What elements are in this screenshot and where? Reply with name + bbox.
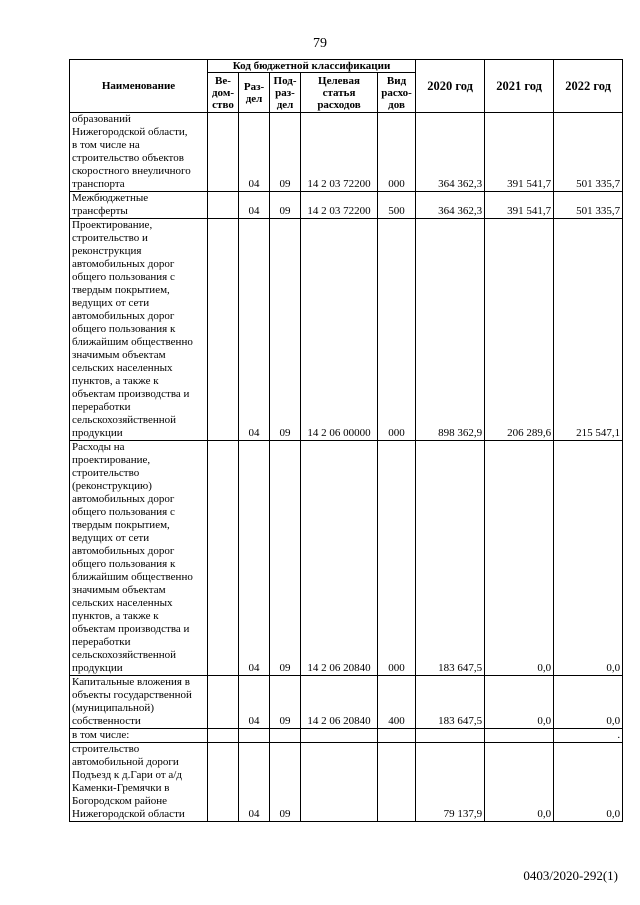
cell-vid: 500 [378, 192, 416, 219]
cell-target: 14 2 06 20840 [301, 441, 378, 676]
header-2022: 2022 год [554, 60, 623, 113]
cell-razdel [239, 729, 270, 743]
cell-podrazdel: 09 [270, 441, 301, 676]
header-podrazdel: Под- раз- дел [270, 73, 301, 113]
cell-target [301, 729, 378, 743]
cell-vid: 000 [378, 441, 416, 676]
table-row [70, 729, 623, 743]
cell-y2022: 501 335,7 [554, 113, 623, 192]
cell-podrazdel: 09 [270, 192, 301, 219]
cell-podrazdel [270, 729, 301, 743]
cell-name: Межбюджетные трансферты [70, 192, 208, 219]
cell-y2022: 0,0 [554, 441, 623, 676]
cell-podrazdel: 09 [270, 743, 301, 822]
header-razdel: Раз- дел [239, 73, 270, 113]
cell-y2020: 364 362,3 [416, 192, 485, 219]
cell-target [301, 743, 378, 822]
header-2021: 2021 год [485, 60, 554, 113]
budget-table [69, 59, 623, 822]
cell-y2022: 0,0 [554, 676, 623, 729]
cell-podrazdel: 09 [270, 113, 301, 192]
table-row [70, 219, 623, 441]
cell-vid: 400 [378, 676, 416, 729]
cell-ved [208, 729, 239, 743]
cell-y2020: 364 362,3 [416, 113, 485, 192]
cell-y2020: 183 647,5 [416, 441, 485, 676]
cell-y2021: 206 289,6 [485, 219, 554, 441]
header-target: Целевая статья расходов [301, 73, 378, 113]
cell-vid: 000 [378, 219, 416, 441]
cell-ved [208, 441, 239, 676]
cell-y2021: 0,0 [485, 441, 554, 676]
cell-razdel: 04 [239, 113, 270, 192]
table-row [70, 743, 623, 822]
cell-y2022: . [554, 729, 623, 743]
cell-target: 14 2 03 72200 [301, 192, 378, 219]
table-row [70, 676, 623, 729]
cell-razdel: 04 [239, 219, 270, 441]
cell-podrazdel: 09 [270, 219, 301, 441]
header-2020: 2020 год [416, 60, 485, 113]
cell-vid: 000 [378, 113, 416, 192]
cell-razdel: 04 [239, 743, 270, 822]
cell-target: 14 2 06 20840 [301, 676, 378, 729]
cell-y2022: 501 335,7 [554, 192, 623, 219]
cell-target: 14 2 03 72200 [301, 113, 378, 192]
cell-y2020 [416, 729, 485, 743]
cell-ved [208, 192, 239, 219]
table-row [70, 192, 623, 219]
cell-y2020: 183 647,5 [416, 676, 485, 729]
cell-y2021: 391 541,7 [485, 192, 554, 219]
cell-target: 14 2 06 00000 [301, 219, 378, 441]
cell-vid [378, 729, 416, 743]
cell-razdel: 04 [239, 676, 270, 729]
cell-name: в том числе: [70, 729, 208, 743]
page-number: 79 [313, 36, 327, 51]
cell-y2020: 79 137,9 [416, 743, 485, 822]
cell-vid [378, 743, 416, 822]
cell-y2021: 391 541,7 [485, 113, 554, 192]
table-row [70, 113, 623, 192]
cell-name: Проектирование, строительство и реконструкция автомобильных дорог общего пользования с твердым покрытием, ведущих от сети автомобильных дорог общего пользования к ближайшим общественно значимым объектам сельских населенных пунктов, а также к объектам производства и переработки сельскохозяйственной продукции [70, 219, 208, 441]
cell-y2022: 0,0 [554, 743, 623, 822]
header-ved: Ве- дом- ство [208, 73, 239, 113]
cell-name: Расходы на проектирование, строительство (реконструкцию) автомобильных дорог общего пользования с твердым покрытием, ведущих от сети автомобильных дорог общего пользования к ближайшим общественно значимым объектам сельских населенных пунктов, а также к объектам производства и переработки сельскохозяйственной продукции [70, 441, 208, 676]
cell-name: образований Нижегородской области, в том числе на строительство объектов скоростного внеуличного транспорта [70, 113, 208, 192]
cell-razdel: 04 [239, 192, 270, 219]
cell-razdel: 04 [239, 441, 270, 676]
header-vid: Вид расхо- дов [378, 73, 416, 113]
cell-ved [208, 219, 239, 441]
cell-ved [208, 676, 239, 729]
cell-ved [208, 743, 239, 822]
cell-podrazdel: 09 [270, 676, 301, 729]
footer-code: 0403/2020-292(1) [523, 868, 618, 883]
cell-y2021 [485, 729, 554, 743]
table-row [70, 441, 623, 676]
cell-name: строительство автомобильной дороги Подъезд к д.Гари от а/д Каменки-Гремячки в Богородском районе Нижегородской области [70, 743, 208, 822]
cell-y2021: 0,0 [485, 676, 554, 729]
cell-y2022: 215 547,1 [554, 219, 623, 441]
header-budget-code: Код бюджетной классификации [208, 60, 416, 73]
cell-y2020: 898 362,9 [416, 219, 485, 441]
cell-ved [208, 113, 239, 192]
cell-y2021: 0,0 [485, 743, 554, 822]
header-name: Наименование [70, 60, 208, 113]
cell-name: Капитальные вложения в объекты государственной (муниципальной) собственности [70, 676, 208, 729]
